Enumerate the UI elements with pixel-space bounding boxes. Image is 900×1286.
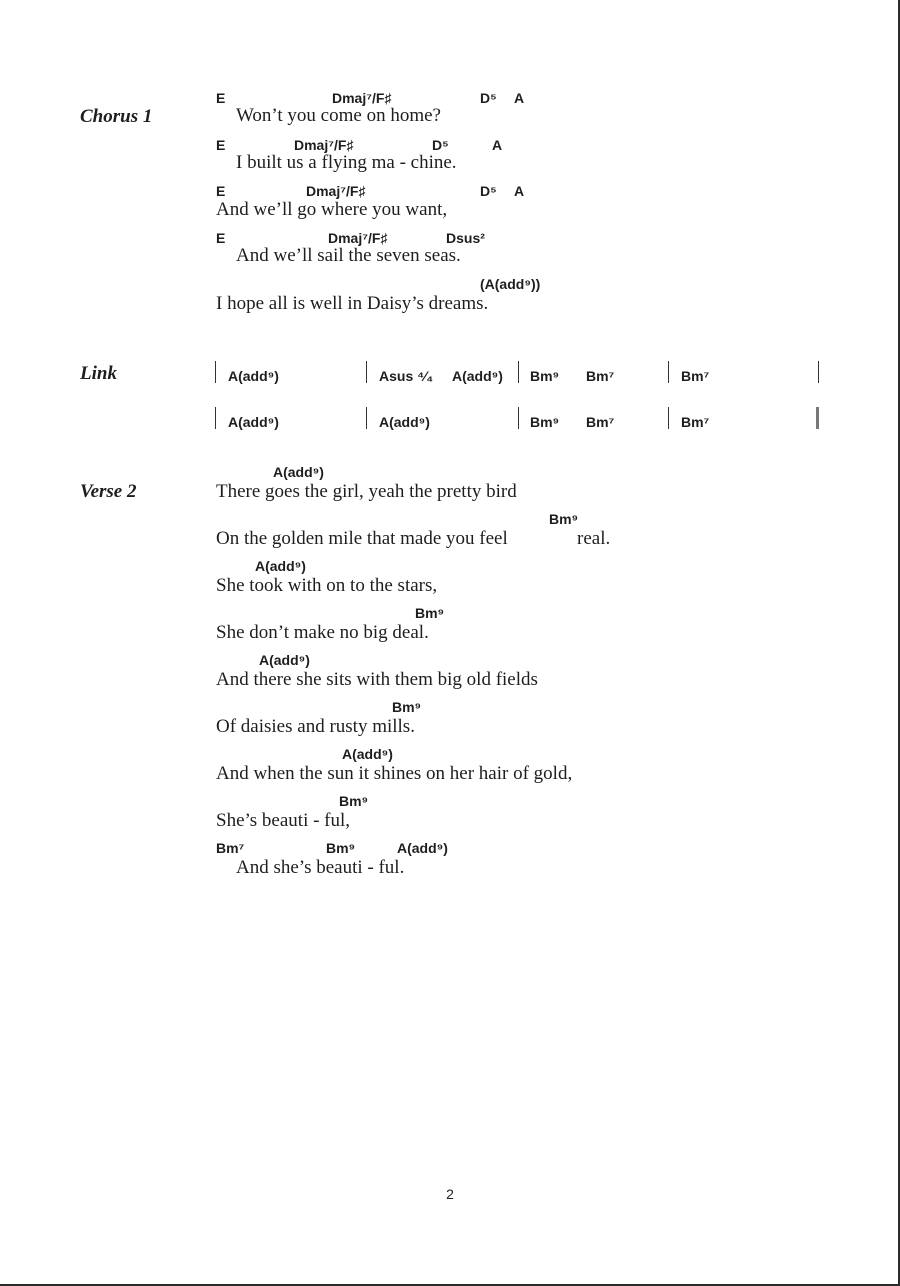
chord: Bm⁷ bbox=[216, 840, 245, 856]
lyric-line: Won’t you come on home? bbox=[236, 105, 441, 126]
final-bar-line bbox=[816, 407, 819, 429]
bar-line bbox=[518, 361, 519, 383]
chord: Bm⁹ bbox=[530, 414, 560, 430]
lyric-line: She took with on to the stars, bbox=[216, 575, 438, 596]
lyric-line: real. bbox=[577, 528, 611, 549]
section-label-chorus-1: Chorus 1 bbox=[80, 106, 153, 127]
lyric-line: Of daisies and rusty mills. bbox=[216, 716, 415, 737]
chord: A(add⁹) bbox=[379, 414, 430, 430]
chord: A(add⁹) bbox=[259, 652, 310, 668]
lyric-line: She don’t make no big deal. bbox=[216, 622, 429, 643]
chord: Dsus² bbox=[446, 230, 485, 246]
section-label-link: Link bbox=[80, 363, 117, 384]
chord: Dmaj⁷/F♯ bbox=[306, 183, 366, 199]
chord: A(add⁹) bbox=[273, 464, 324, 480]
chord: A(add⁹) bbox=[452, 368, 503, 384]
bar-line bbox=[366, 361, 367, 383]
chord: A bbox=[492, 137, 503, 153]
lyric-line: She’s beauti - ful, bbox=[216, 810, 351, 831]
lyric-line: And we’ll sail the seven seas. bbox=[236, 245, 461, 266]
chord: Bm⁷ bbox=[586, 414, 615, 430]
chord: Bm⁹ bbox=[339, 793, 369, 809]
chord: A(add⁹) bbox=[397, 840, 448, 856]
bar-line bbox=[215, 407, 216, 429]
bar-line bbox=[215, 361, 216, 383]
bar-line bbox=[668, 407, 669, 429]
chord: D⁵ bbox=[480, 183, 497, 199]
lyric-line: And when the sun it shines on her hair of gold, bbox=[216, 763, 573, 784]
page-number: 2 bbox=[446, 1186, 454, 1202]
chord: A(add⁹) bbox=[228, 414, 279, 430]
chord: A(add⁹) bbox=[255, 558, 306, 574]
chord: A bbox=[514, 183, 525, 199]
bar-line bbox=[366, 407, 367, 429]
chord: (A(add⁹)) bbox=[480, 276, 541, 292]
chord: Bm⁹ bbox=[326, 840, 356, 856]
lyric-line: I hope all is well in Daisy’s dreams. bbox=[216, 293, 489, 314]
bar-line bbox=[518, 407, 519, 429]
chord: E bbox=[216, 137, 226, 153]
chord: D⁵ bbox=[432, 137, 449, 153]
chord: Bm⁷ bbox=[681, 414, 710, 430]
chord: Bm⁹ bbox=[415, 605, 445, 621]
chord: Bm⁹ bbox=[530, 368, 560, 384]
chord: Bm⁹ bbox=[549, 511, 579, 527]
chord: E bbox=[216, 183, 226, 199]
bar-line bbox=[818, 361, 819, 383]
lyric-line: And she’s beauti - ful. bbox=[236, 857, 405, 878]
bar-line bbox=[668, 361, 669, 383]
chord: Bm⁷ bbox=[586, 368, 615, 384]
lyric-line: There goes the girl, yeah the pretty bird bbox=[216, 481, 517, 502]
chord: Dmaj⁷/F♯ bbox=[328, 230, 388, 246]
chord: E bbox=[216, 90, 226, 106]
lyric-line: And we’ll go where you want, bbox=[216, 199, 448, 220]
chord: Asus ⁴⁄₄ bbox=[379, 368, 434, 384]
chord: Dmaj⁷/F♯ bbox=[332, 90, 392, 106]
lyric-line: I built us a flying ma - chine. bbox=[236, 152, 457, 173]
chord: D⁵ bbox=[480, 90, 497, 106]
chord: Bm⁷ bbox=[681, 368, 710, 384]
chord: A(add⁹) bbox=[228, 368, 279, 384]
chord: Bm⁹ bbox=[392, 699, 422, 715]
chord: Dmaj⁷/F♯ bbox=[294, 137, 354, 153]
lyric-line: And there she sits with them big old fields bbox=[216, 669, 538, 690]
section-label-verse-2: Verse 2 bbox=[80, 481, 137, 502]
lyric-line: On the golden mile that made you feel bbox=[216, 528, 508, 549]
chord: A bbox=[514, 90, 525, 106]
chord: A(add⁹) bbox=[342, 746, 393, 762]
chord: E bbox=[216, 230, 226, 246]
